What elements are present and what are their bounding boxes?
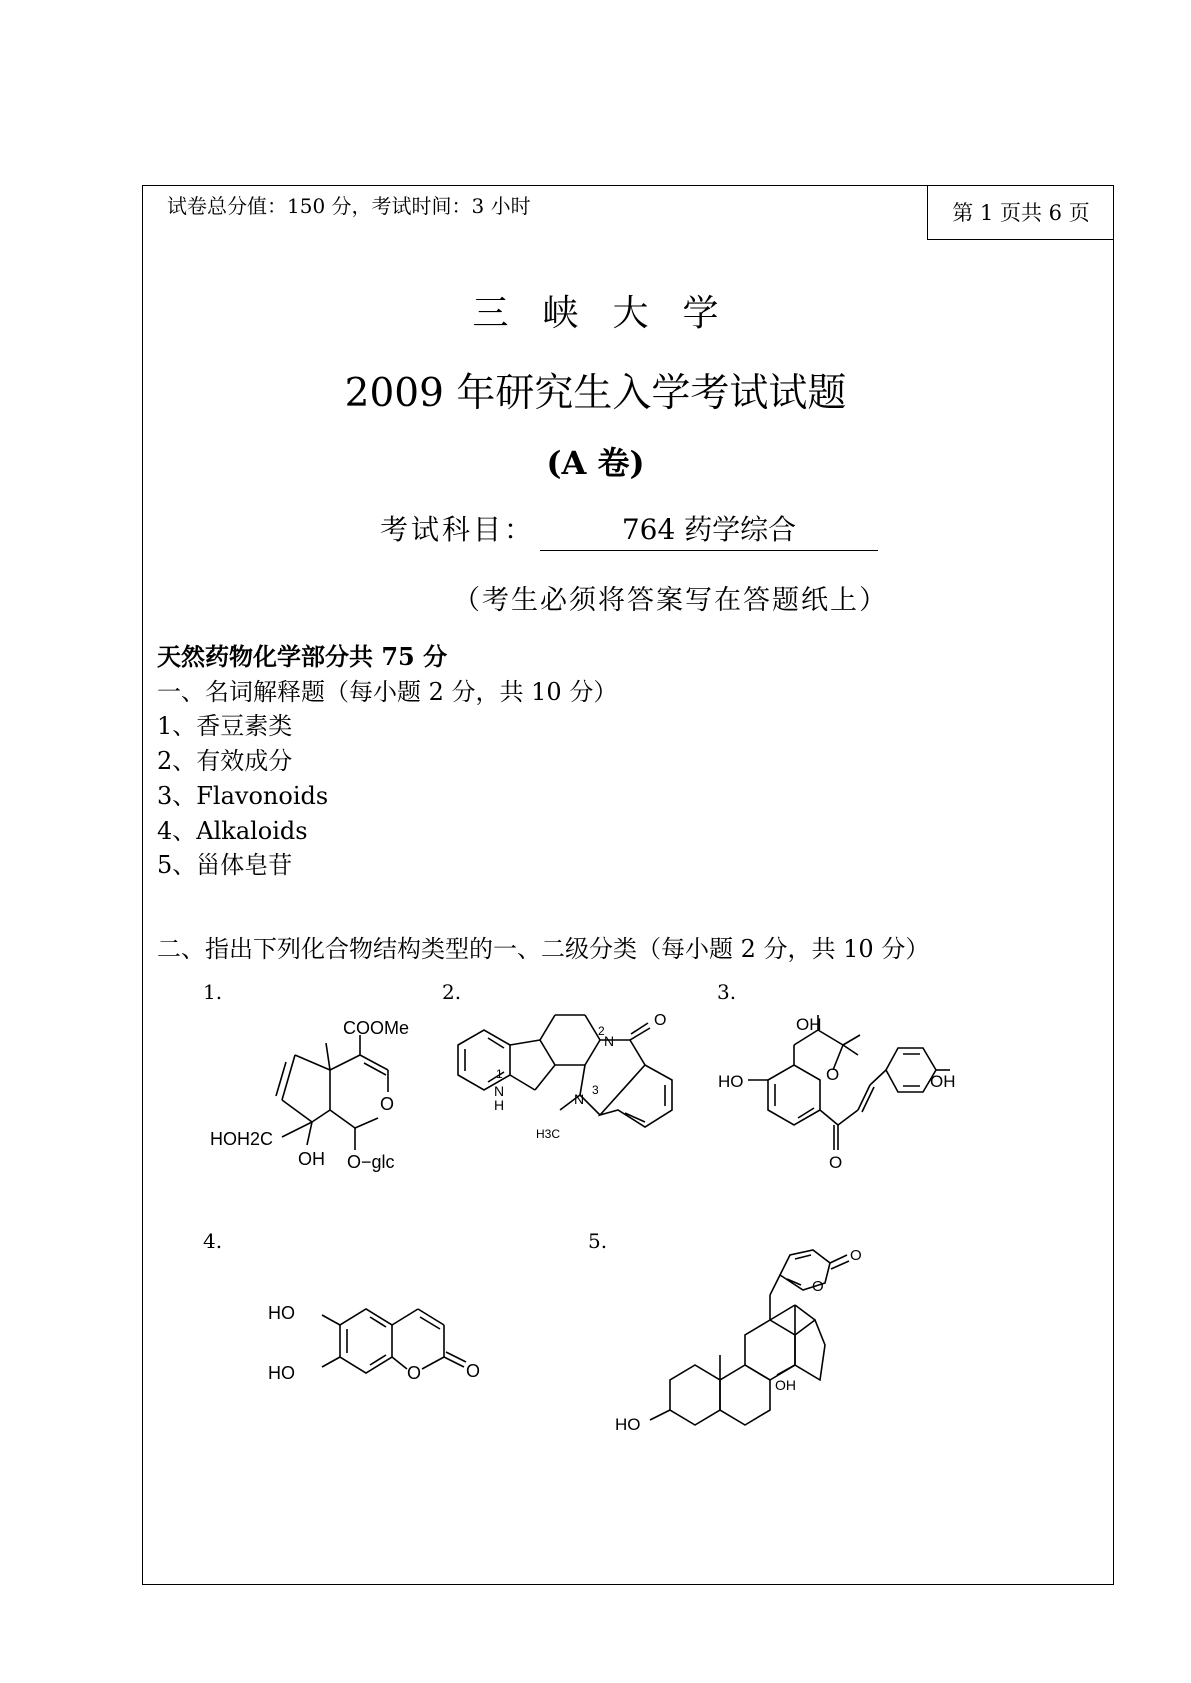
- struct4-carbonyl-o-label: O: [466, 1361, 481, 1381]
- q1-item-2: 2、有效成分: [157, 747, 293, 775]
- struct2-position-3: 3: [592, 1083, 599, 1097]
- question1-heading: 一、名词解释题（每小题 2 分，共 10 分）: [157, 678, 618, 706]
- q1-item-3: 3、Flavonoids: [157, 782, 329, 810]
- struct4-ho-top-label: HO: [268, 1303, 295, 1323]
- struct2-methyl-label: H3C: [536, 1127, 561, 1141]
- struct1-oglc-label: O−glc: [347, 1152, 395, 1172]
- structure-number-3: 3.: [717, 980, 737, 1004]
- struct2-n2-label: N: [604, 1033, 615, 1049]
- struct5-carbonyl-o-label: O: [850, 1247, 862, 1264]
- university-name: 三峡大学: [472, 293, 753, 334]
- structure-5-steroid: [615, 1245, 945, 1445]
- structure-4-coumarin: [262, 1295, 502, 1415]
- struct1-hoh2c-label: HOH2C: [210, 1129, 274, 1149]
- part-heading: 天然药物化学部分共 75 分: [157, 642, 448, 671]
- structure-number-1: 1.: [203, 980, 223, 1004]
- total-score-time: 试卷总分值：150 分，考试时间：3 小时: [167, 194, 531, 218]
- structure-number-5: 5.: [588, 1229, 608, 1253]
- structure-number-2: 2.: [442, 980, 462, 1004]
- struct1-oh-label: OH: [298, 1149, 325, 1169]
- structure-3-chalcone: [718, 1010, 968, 1190]
- subject-label: 考试科目：: [380, 513, 536, 546]
- answer-instruction: （考生必须将答案写在答题纸上）: [453, 585, 888, 616]
- struct1-coome-label: COOMe: [343, 1018, 410, 1038]
- struct5-ring-o-label: O: [812, 1278, 824, 1295]
- struct5-ho-label: HO: [615, 1415, 641, 1434]
- struct2-position-1: 1: [496, 1067, 503, 1081]
- struct1-ring-o-label: O: [380, 1094, 395, 1114]
- paper-version: (A 卷): [546, 444, 645, 482]
- question2-heading: 二、指出下列化合物结构类型的一、二级分类（每小题 2 分，共 10 分）: [157, 935, 930, 963]
- struct3-top-oh-label: OH: [796, 1015, 822, 1034]
- struct3-carbonyl-o-label: O: [829, 1153, 843, 1172]
- struct4-ho-bottom-label: HO: [268, 1363, 295, 1383]
- exam-title: 2009 年研究生入学考试试题: [344, 371, 847, 416]
- struct3-ring-o-label: O: [826, 1065, 840, 1084]
- struct2-n3-label: N: [574, 1091, 585, 1107]
- struct2-h-label: H: [494, 1097, 505, 1113]
- structure-2-alkaloid: [440, 1010, 700, 1185]
- q1-item-5: 5、甾体皂苷: [157, 851, 293, 879]
- struct3-ho-label: HO: [718, 1072, 744, 1091]
- structure-1-iridoid: [210, 1010, 430, 1185]
- struct2-position-2: 2: [598, 1024, 605, 1038]
- struct5-oh-label: OH: [775, 1377, 796, 1393]
- q1-item-4: 4、Alkaloids: [157, 817, 308, 845]
- struct2-n1-label: N: [494, 1083, 505, 1099]
- struct4-ring-o-label: O: [407, 1363, 422, 1383]
- struct2-carbonyl-o-label: O: [654, 1012, 667, 1029]
- q1-item-1: 1、香豆素类: [157, 712, 293, 740]
- structure-number-4: 4.: [203, 1229, 223, 1253]
- subject-value: 764 药学综合: [540, 508, 878, 551]
- struct3-right-oh-label: OH: [930, 1072, 956, 1091]
- page-indicator: 第 1 页共 6 页: [927, 185, 1114, 240]
